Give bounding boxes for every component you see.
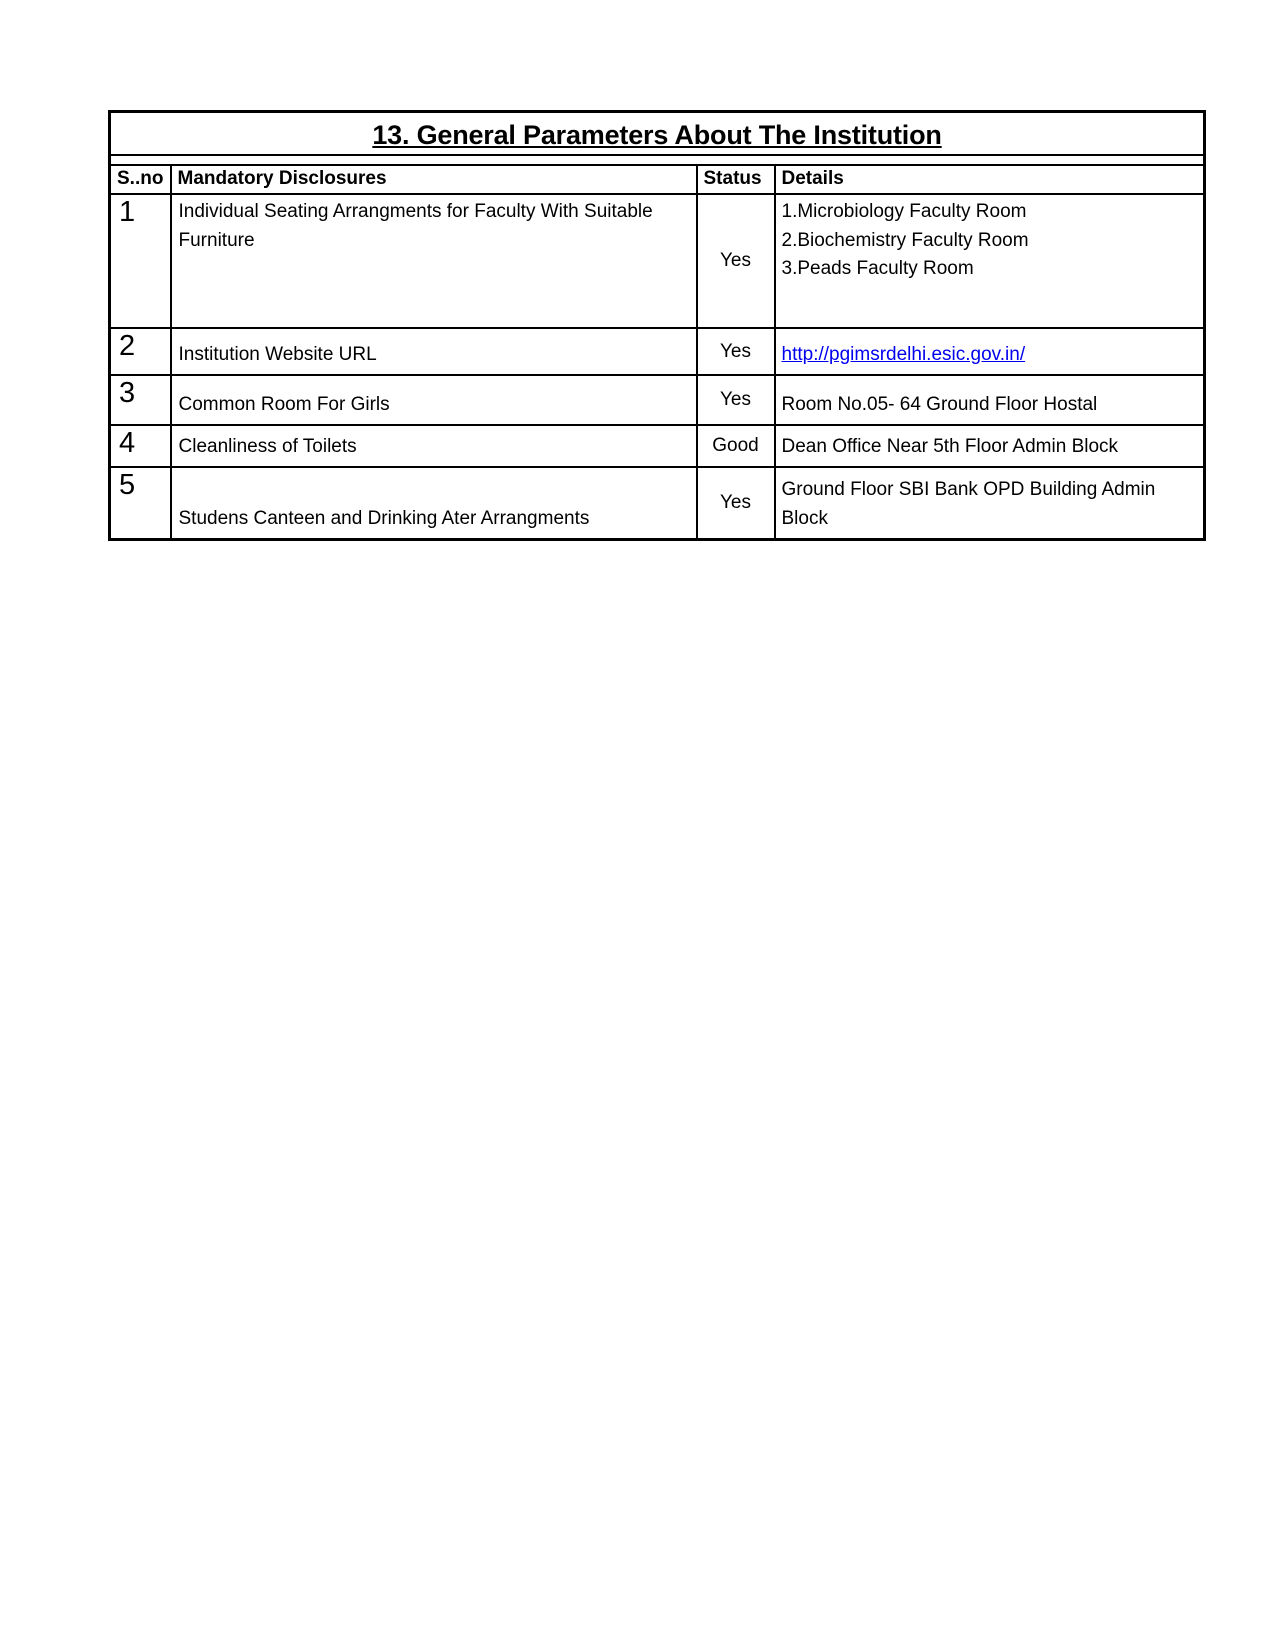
row4-sno: 4 bbox=[110, 425, 171, 467]
header-details: Details bbox=[775, 165, 1205, 194]
row4-status: Good bbox=[697, 425, 775, 467]
row1-details-line1: 1.Microbiology Faculty Room bbox=[781, 201, 1027, 222]
header-status: Status bbox=[697, 165, 775, 194]
table-row bbox=[110, 194, 1205, 328]
general-parameters-table bbox=[108, 110, 1206, 541]
row5-status: Yes bbox=[697, 467, 775, 540]
row3-disclosure: Common Room For Girls bbox=[171, 375, 697, 425]
disclosure-sheet bbox=[108, 110, 1206, 541]
row2-sno: 2 bbox=[110, 328, 171, 375]
table-row bbox=[110, 375, 1205, 425]
row3-status: Yes bbox=[697, 375, 775, 425]
row1-sno: 1 bbox=[110, 194, 171, 328]
row5-disclosure: Studens Canteen and Drinking Ater Arrangments bbox=[171, 467, 697, 540]
row2-disclosure: Institution Website URL bbox=[171, 328, 697, 375]
header-mandatory-disclosures: Mandatory Disclosures bbox=[171, 165, 697, 194]
row1-details bbox=[775, 194, 1205, 328]
row3-details: Room No.05- 64 Ground Floor Hostal bbox=[775, 375, 1205, 425]
row1-details-line2: 2.Biochemistry Faculty Room bbox=[781, 229, 1029, 251]
header-sno: S..no bbox=[110, 165, 171, 194]
row2-details bbox=[775, 328, 1205, 375]
table-title-row bbox=[110, 112, 1205, 156]
row1-details-line3: 3.Peads Faculty Room bbox=[781, 258, 974, 279]
table-header-row bbox=[110, 165, 1205, 194]
page-title: 13. General Parameters About The Institution bbox=[372, 120, 942, 150]
row5-sno: 5 bbox=[110, 467, 171, 540]
table-row bbox=[110, 467, 1205, 540]
institution-website-link[interactable]: http://pgimsrdelhi.esic.gov.in/ bbox=[781, 343, 1026, 365]
row5-details: Ground Floor SBI Bank OPD Building Admin Block bbox=[775, 467, 1205, 540]
row3-sno: 3 bbox=[110, 375, 171, 425]
row1-status: Yes bbox=[697, 194, 775, 328]
table-row bbox=[110, 328, 1205, 375]
title-spacer-row bbox=[110, 155, 1205, 165]
table-title-cell bbox=[110, 112, 1205, 156]
row4-details: Dean Office Near 5th Floor Admin Block bbox=[775, 425, 1205, 467]
row1-disclosure: Individual Seating Arrangments for Faculty With Suitable Furniture bbox=[171, 194, 697, 328]
table-row bbox=[110, 425, 1205, 467]
row2-status: Yes bbox=[697, 328, 775, 375]
title-spacer-cell bbox=[110, 155, 1205, 165]
row4-disclosure: Cleanliness of Toilets bbox=[171, 425, 697, 467]
